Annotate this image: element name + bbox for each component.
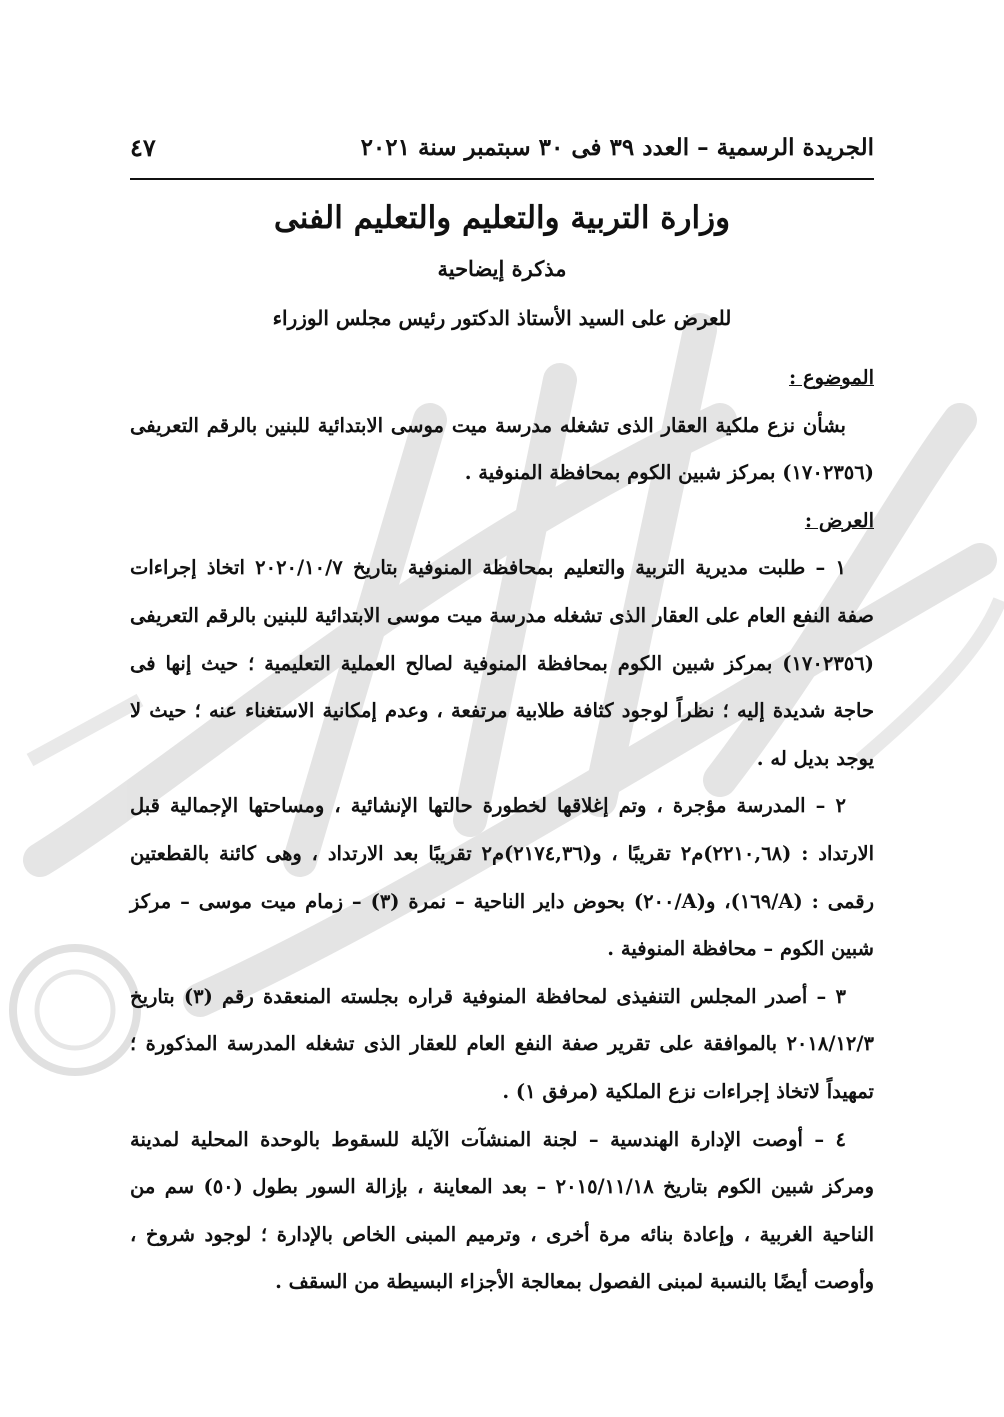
- seal-inner-ring: [37, 972, 113, 1048]
- watermark-stroke: [860, 600, 1000, 760]
- addressee-line: للعرض على السيد الأستاذ الدكتور رئيس مجلس الوزراء: [272, 306, 732, 330]
- paragraph: ٤ – أوصت الإدارة الهندسية – لجنة المنشآت الآيلة للسقوط بالوحدة المحلية لمدينة ومركز شبين الكوم بتاريخ ٢٠١٥/١١/١٨ – بعد المعاينة ، بإزالة السور بطول (٥٠) سم من الناحية الغربية ، وإعادة بنائه مرة أخرى ، وترميم المبنى الخاص بالإدارة ؛ لوجود شروخ ، وأوصت أيضًا بالنسبة لمبنى الفصول بمعالجة الأجزاء البسيطة من السقف .: [130, 1127, 874, 1294]
- page-header: [130, 122, 874, 172]
- document-body: [130, 354, 874, 1306]
- journal-title: الجريدة الرسمية – العدد ٣٩ فى ٣٠ سبتمبر سنة ٢٠٢١: [360, 133, 874, 161]
- presentation-heading: العرض :: [804, 508, 874, 532]
- memo-title: مذكرة إيضاحية: [437, 256, 567, 281]
- header-divider: [130, 178, 874, 180]
- watermark-stroke: [30, 700, 140, 760]
- subject-heading: الموضوع :: [789, 366, 874, 389]
- page-number: ٤٧: [130, 132, 156, 162]
- subject-text: بشأن نزع ملكية العقار الذى تشغله مدرسة ميت موسى الابتدائية للبنين بالرقم التعريفى (١٧٠٢٣٥٦) بمركز شبين الكوم بمحافظة المنوفية .: [130, 413, 874, 485]
- seal-icon: [13, 948, 137, 1072]
- ministry-title: وزارة التربية والتعليم والتعليم الفنى: [273, 200, 731, 236]
- paragraph: ٣ – أصدر المجلس التنفيذى لمحافظة المنوفية قراره بجلسته المنعقدة رقم (٣) بتاريخ ٢٠١٨/١٢/٣ بالموافقة على تقرير صفة النفع العام للعقار الذى تشغله المدرسة المذكورة ؛ تمهيداً لاتخاذ إجراءات نزع الملكية (مرفق ١) .: [130, 984, 874, 1103]
- paragraph: ٢ – المدرسة مؤجرة ، وتم إغلاقها لخطورة حالتها الإنشائية ، ومساحتها الإجمالية قبل الارتداد : (٢٢١٠,٦٨)م٢ تقريبًا ، و(٢١٧٤,٣٦)م٢ تقريبًا بعد الارتداد ، وهى كائنة بالقطعتين رقمى : (A/١٦٩)، و(A/٢٠٠) بحوض داير الناحية – نمرة (٣) – زمام ميت موسى – مركز شبين الكوم – محافظة المنوفية .: [130, 794, 875, 961]
- paragraph: ١ – طلبت مديرية التربية والتعليم بمحافظة المنوفية بتاريخ ٢٠٢٠/١٠/٧ اتخاذ إجراءات صفة النفع العام على العقار الذى تشغله مدرسة ميت موسى الابتدائية للبنين بالرقم التعريفى (١٧٠٢٣٥٦) بمركز شبين الكوم بمحافظة المنوفية لصالح العملية التعليمية ؛ حيث إنها فى حاجة شديدة إليه ؛ نظراً لوجود كثافة طلابية مرتفعة ، وعدم إمكانية الاستغناء عنه ؛ حيث لا يوجد بديل له .: [130, 556, 874, 770]
